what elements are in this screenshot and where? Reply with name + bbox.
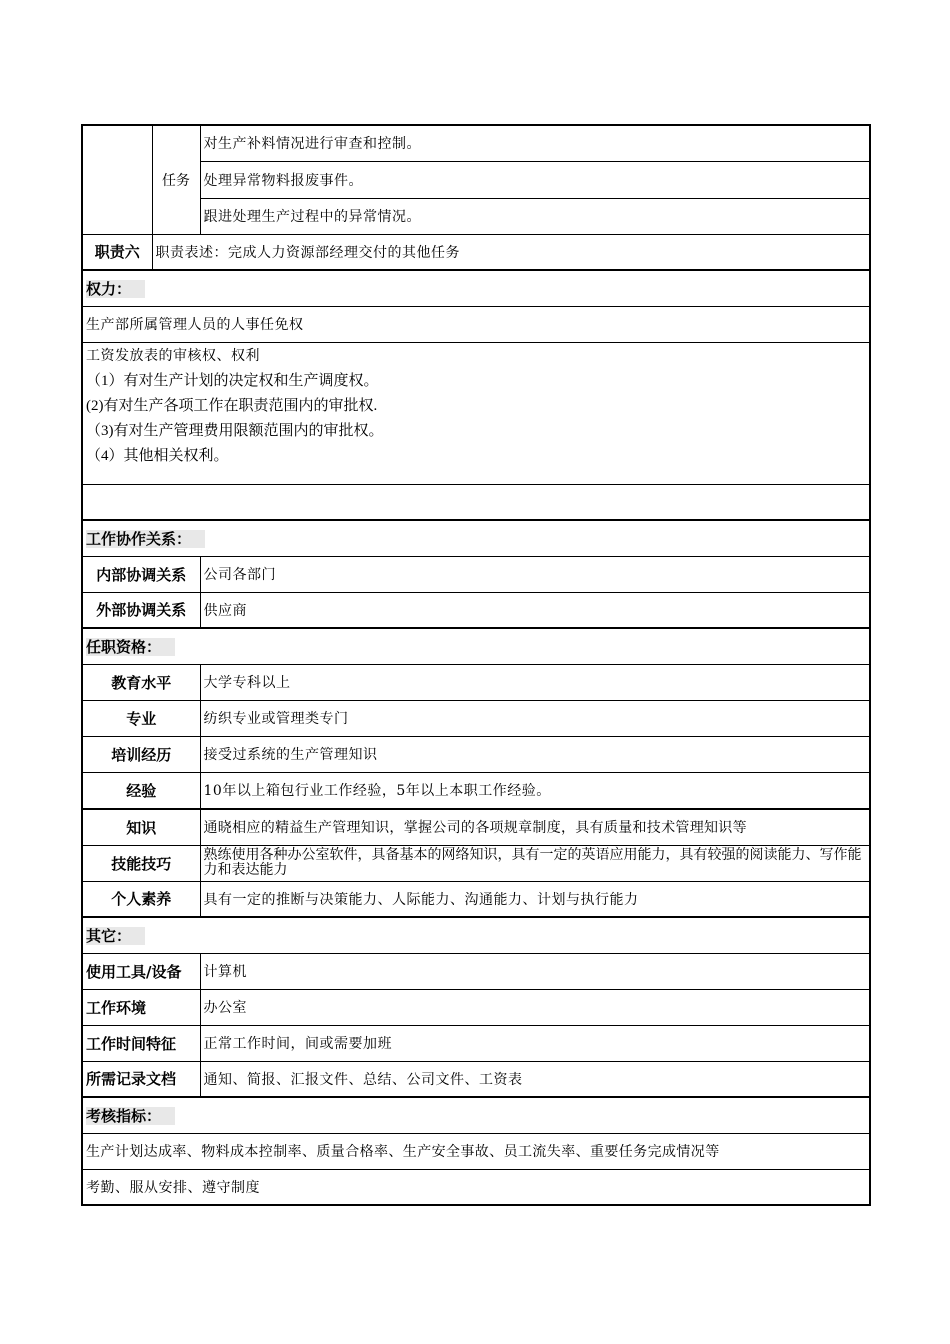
other-label: 工作环境 bbox=[82, 989, 200, 1025]
coop-internal-row bbox=[82, 556, 870, 592]
qual-header-row bbox=[82, 628, 870, 664]
other-label: 工作时间特征 bbox=[82, 1025, 200, 1061]
power-line: (2)有对生产各项工作在职责范围内的审批权. bbox=[86, 397, 378, 414]
task-item: 跟进处理生产过程中的异常情况。 bbox=[200, 198, 870, 234]
qual-row bbox=[82, 736, 870, 772]
qual-value: 熟练使用各种办公室软件，具备基本的网络知识，具有一定的英语应用能力，具有较强的阅读能力、写作能力和表达能力 bbox=[200, 845, 870, 881]
qual-row bbox=[82, 664, 870, 700]
duty6-row bbox=[82, 234, 870, 270]
coop-title: 工作协作关系： bbox=[86, 530, 205, 548]
duty6-text: 职责表述：完成人力资源部经理交付的其他任务 bbox=[152, 234, 870, 270]
coop-internal-label: 内部协调关系 bbox=[82, 556, 200, 592]
power-list bbox=[82, 342, 870, 484]
other-header-row bbox=[82, 917, 870, 953]
empty-row bbox=[82, 484, 870, 520]
other-row bbox=[82, 989, 870, 1025]
assess-title: 考核指标： bbox=[86, 1107, 175, 1125]
other-value: 办公室 bbox=[200, 989, 870, 1025]
qual-value: 纺织专业或管理类专门 bbox=[200, 700, 870, 736]
assess-line1: 生产计划达成率、物料成本控制率、质量合格率、生产安全事故、员工流失率、重要任务完成情况等 bbox=[82, 1133, 870, 1169]
qual-label: 知识 bbox=[82, 809, 200, 845]
task-row bbox=[82, 198, 870, 234]
assess-line2: 考勤、服从安排、遵守制度 bbox=[82, 1169, 870, 1205]
qual-row bbox=[82, 845, 870, 881]
coop-header-row bbox=[82, 520, 870, 556]
power-item-row bbox=[82, 306, 870, 342]
coop-external-row bbox=[82, 592, 870, 628]
other-row bbox=[82, 1025, 870, 1061]
qual-value: 接受过系统的生产管理知识 bbox=[200, 736, 870, 772]
qual-row bbox=[82, 772, 870, 809]
other-title: 其它： bbox=[86, 927, 145, 945]
assess-row bbox=[82, 1133, 870, 1169]
qual-label: 教育水平 bbox=[82, 664, 200, 700]
other-row bbox=[82, 1061, 870, 1097]
task-row bbox=[82, 125, 870, 161]
qual-value: 大学专科以上 bbox=[200, 664, 870, 700]
other-value: 通知、简报、汇报文件、总结、公司文件、工资表 bbox=[200, 1061, 870, 1097]
qual-label: 专业 bbox=[82, 700, 200, 736]
job-description-table bbox=[81, 124, 871, 1206]
assess-header-row bbox=[82, 1097, 870, 1133]
coop-external-label: 外部协调关系 bbox=[82, 592, 200, 628]
power-line: （1）有对生产计划的决定权和生产调度权。 bbox=[86, 372, 379, 389]
coop-internal-value: 公司各部门 bbox=[200, 556, 870, 592]
qual-row bbox=[82, 700, 870, 736]
power-line: 工资发放表的审核权、权利 bbox=[86, 347, 260, 364]
other-label: 所需记录文档 bbox=[82, 1061, 200, 1097]
power-list-row bbox=[82, 342, 870, 484]
other-label: 使用工具/设备 bbox=[82, 953, 200, 989]
task-label: 任务 bbox=[152, 125, 200, 234]
qual-value: 通晓相应的精益生产管理知识，掌握公司的各项规章制度，具有质量和技术管理知识等 bbox=[200, 809, 870, 845]
coop-external-value: 供应商 bbox=[200, 592, 870, 628]
task-row bbox=[82, 161, 870, 198]
task-empty-cell bbox=[82, 125, 152, 234]
qual-label: 技能技巧 bbox=[82, 845, 200, 881]
qual-value: 10年以上箱包行业工作经验，5年以上本职工作经验。 bbox=[200, 772, 870, 809]
qual-row bbox=[82, 809, 870, 845]
qual-label: 经验 bbox=[82, 772, 200, 809]
assess-row bbox=[82, 1169, 870, 1205]
power-item1: 生产部所属管理人员的人事任免权 bbox=[82, 306, 870, 342]
qual-label: 个人素养 bbox=[82, 881, 200, 917]
task-item: 对生产补料情况进行审查和控制。 bbox=[200, 125, 870, 161]
qual-title: 任职资格： bbox=[86, 638, 175, 656]
power-header-row bbox=[82, 270, 870, 306]
qual-value: 具有一定的推断与决策能力、人际能力、沟通能力、计划与执行能力 bbox=[200, 881, 870, 917]
task-item: 处理异常物料报废事件。 bbox=[200, 161, 870, 198]
other-row bbox=[82, 953, 870, 989]
duty6-label: 职责六 bbox=[82, 234, 152, 270]
qual-label: 培训经历 bbox=[82, 736, 200, 772]
qual-row bbox=[82, 881, 870, 917]
power-title: 权力： bbox=[86, 280, 145, 298]
power-line: （4）其他相关权利。 bbox=[86, 447, 229, 464]
other-value: 计算机 bbox=[200, 953, 870, 989]
other-value: 正常工作时间，间或需要加班 bbox=[200, 1025, 870, 1061]
power-line: （3)有对生产管理费用限额范围内的审批权。 bbox=[86, 422, 384, 439]
